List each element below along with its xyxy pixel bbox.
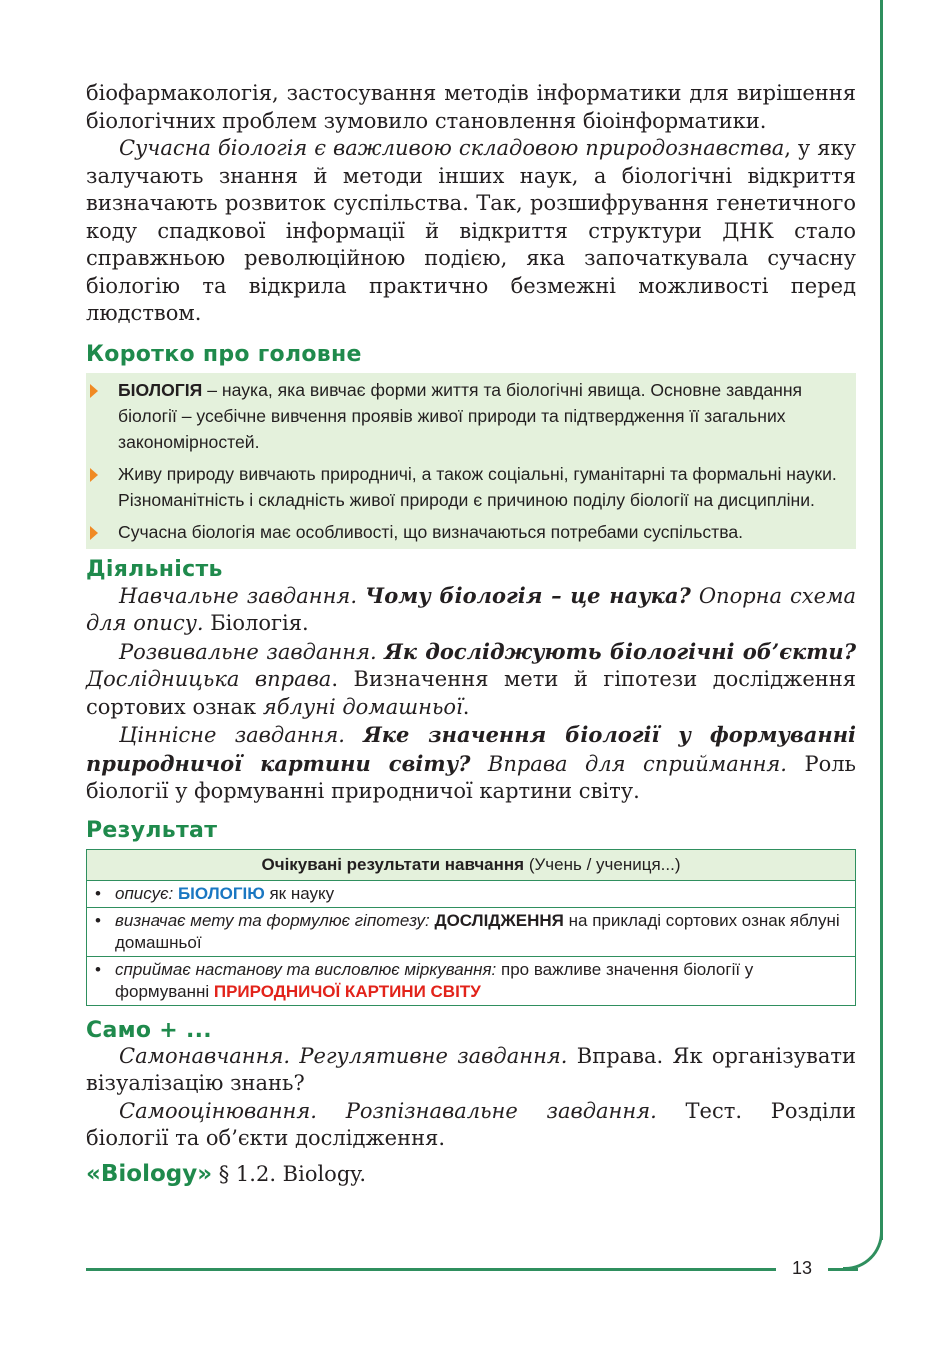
task-species: яблуні домашньої [262,694,463,719]
self-task-text: Вправа. Як організувати візуалізацію знань? [86,1043,856,1095]
summary-box [86,373,856,549]
intro-italic-phrase: Сучасна біологія є важливою складовою природознавства [119,136,785,160]
outcome-term: ДОСЛІДЖЕННЯ [434,910,564,930]
table-row [87,956,856,1005]
table-row [87,907,856,956]
intro-line-1: біофармакологія, застосування методів інформатики для вирішення біологічних проблем зумовило становлення біоінформатики. [86,81,856,133]
page-border-right [880,0,883,1240]
self-heading: Само + ... [86,1017,212,1043]
summary-item-text: Сучасна біологія має особливості, що визначаються потребами суспільства. [118,521,744,542]
task-form: Вправа для сприймання. [470,751,787,776]
self-task-type: Самооцінювання. Розпізнавальне завдання. [119,1098,657,1123]
outcome-term: БІОЛОГІЮ [177,883,265,903]
page-number: 13 [791,1258,813,1278]
outcome-term: ПРИРОДНИЧОЇ КАРТИНИ СВІТУ [213,981,481,1001]
task-form: Опорна схема для опису. [86,583,857,635]
footer-rule-right [828,1268,858,1271]
arrow-bullet-icon [90,384,98,398]
intro-paragraph-2 [86,135,856,328]
outcome-verb: визначає мету та формулює гіпотезу: [115,910,435,930]
result-heading: Результат [86,817,218,843]
table-header-row [87,849,856,880]
table-header-bold: Очікувані результати навчання [261,854,525,874]
self-task-type: Самонавчання. Регулятивне завдання. [119,1043,568,1068]
table-cell [87,956,856,1005]
table-cell [87,907,856,956]
activity-paragraph-1 [86,582,856,638]
activity-heading: Діяльність [86,556,223,582]
activity-paragraph-3 [86,721,856,806]
biology-link[interactable]: «Biology» [86,1160,213,1187]
intro-paragraph-1 [86,80,856,135]
outcome-verb: сприймає настанову та висловлює міркування: [115,959,497,979]
intro-paragraph-2-text: , у яку залучають знання й методи інших наук, а біологічні відкриття визначають розвиток суспільства. Так, розшифрування генетичного коду спадкової інформації й відкриття структури ДНК стало справжньою революційною подією, яка започаткувала сучасну біологію та відкрила практично безмежні можливості перед людством. [86,136,856,325]
outcome-rest: на прикладі сортових ознак яблуні домашньої [115,910,840,952]
footer-rule-left [86,1268,776,1271]
bullet: • [95,883,101,903]
self-paragraph-1 [86,1043,856,1098]
task-punct: . [462,694,470,719]
outcome-rest: як науку [264,883,335,903]
biology-reference [86,1161,856,1189]
page-border-corner [843,1216,883,1270]
task-type: Розвивальне завдання. [119,639,385,664]
task-question: Як досліджують біологічні об’єкти? [384,638,856,664]
summary-item [118,519,842,545]
page-content [86,80,856,1188]
summary-item [118,461,842,513]
task-topic: . Визначення мети й гіпотези дослідження сортових ознак [86,667,856,719]
table-header-rest: (Учень / учениця...) [524,854,681,874]
summary-item-text: Живу природу вивчають природничі, а також соціальні, гуманітарні та формальні науки. Різноманітність і складність живої природи є причиною поділу біології на дисципліни. [118,463,837,510]
task-type: Ціннісне завдання. [119,723,364,747]
summary-heading: Коротко про головне [86,341,362,367]
arrow-bullet-icon [90,526,98,540]
task-topic: Роль біології у формуванні природничої картини світу. [86,751,856,803]
results-table [86,849,856,1006]
task-form: Дослідницька вправа [86,667,332,691]
task-type: Навчальне завдання. [119,583,366,608]
task-question: Чому біологія – це наука? [365,582,691,608]
biology-reference-text: § 1.2. Biology. [212,1161,367,1186]
arrow-bullet-icon [90,468,98,482]
self-paragraph-2 [86,1098,856,1153]
summary-item-text: – наука, яка вивчає форми життя та біологічні явища. Основне завдання біології – усебічне вивчення проявів живої природи та підтвердження її загальних закономірностей. [118,379,803,452]
table-row [87,880,856,907]
task-question: Яке значення біології у формуванні природничої картини світу? [86,722,856,776]
outcome-verb: описує: [115,883,178,903]
bullet: • [95,959,101,979]
summary-term: БІОЛОГІЯ [118,379,203,400]
self-task-text: Тест. Розділи біології та об’єкти дослідження. [86,1098,856,1150]
outcome-rest: про важливе значення біології у формуванні [115,959,754,1001]
summary-item [118,377,842,455]
bullet: • [95,910,101,930]
table-cell [87,880,856,907]
activity-paragraph-2 [86,638,856,722]
task-topic: Біологія. [203,611,309,635]
table-header [87,849,856,880]
